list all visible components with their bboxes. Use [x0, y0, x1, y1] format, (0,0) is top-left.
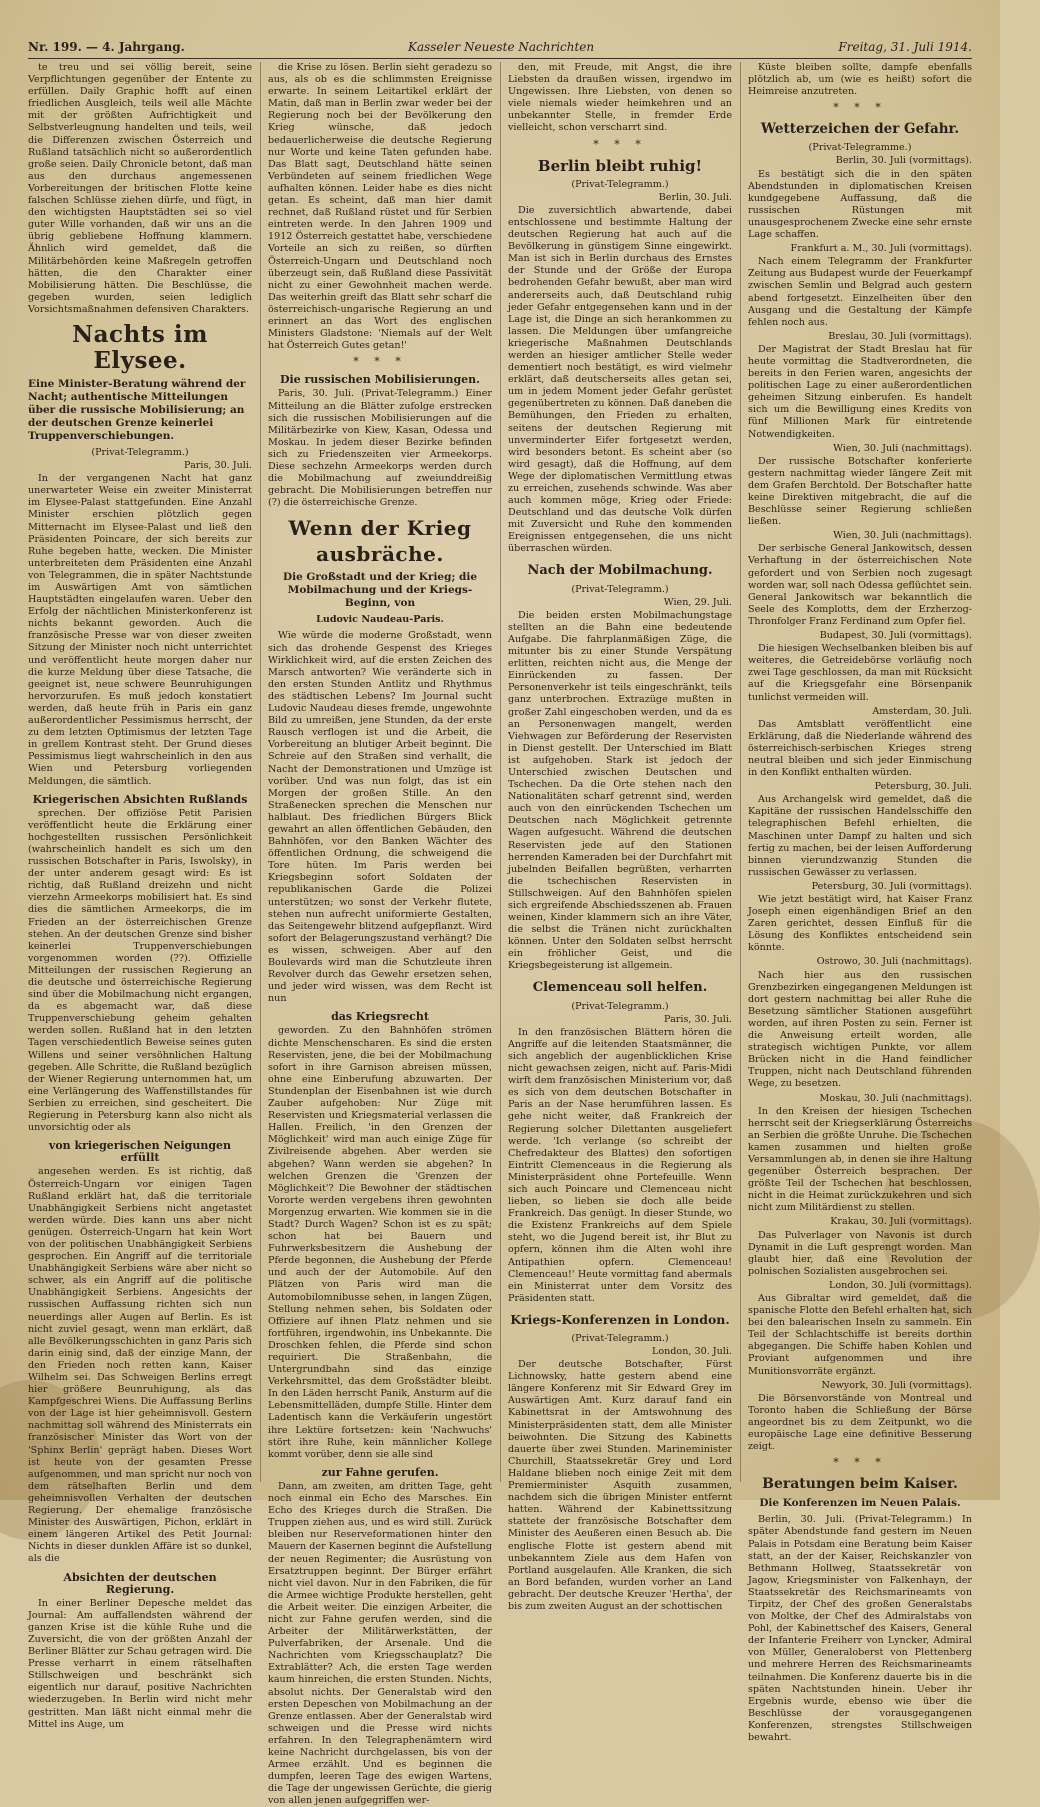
- source-line: (Privat-Telegramm.): [571, 178, 669, 190]
- article-text: Der serbische General Jankowitsch, dessen Verhaftung in der österreichischen Note gefordert und von Serbien noch zugesagt worden war, soll nach Odessa geflüchtet sein. General Jankowitsch war bekanntlich die Seele des Komplotts, dem der Erzherzog-Thronfolger Franz Ferdinand zum Opfer fiel.: [748, 543, 972, 627]
- column-1: [28, 62, 252, 1730]
- article-text: geworden. Zu den Bahnhöfen strömen dichte Menschenscharen. Es sind die ersten Reservisten, jene, die bei der Mobilmachung sofort in ihre Garnison abreisen müssen, ohne eine Einberufung abzuwarten. Der Stundenplan der Eisenbahnen ist wie durch Zauber aufgehoben: Nur Züge mit Reservisten und Kriegsmaterial verlassen die Hallen. Freilich, 'in den Grenzen der Möglichkeit' wird man auch einige Züge für Zivilreisende abgehen. Aber werden sie abgehen? Wann werden sie abgehen? In welchen Grenzen die 'Grenzen der Möglichkeit'? Die Bewohner der städtischen Vororte werden vergebens ihren gewohnten Morgenzug erwarten. Wie kommen sie in die Stadt? Durch Wagen? Schon ist es zu spät; schon hat bei Bauern und Fuhrwerksbesitzern die Aushebung der Pferde begonnen, die Aushebung der Pferde und auch der der Automobile. Auf den Plätzen von Paris wird man die Automobilomnibusse sehen, in langen Zügen, Stellung nehmen sehen, bis Soldaten oder Offiziere auf ihnen Platz nehmen und sie fortführen, irgendwohin, ins Unbekannte. Die Droschken fehlen, die Pferde sind schon requiriert. Die Straßenbahn, die Untergrundbahn sind das einzige Verkehrsmittel, das dem Großstädter bleibt. In den Läden herrscht Panik, Ansturm auf die Lebensmittelläden, dumpfe Stille. Hinter dem Ladentisch kann die Verkäuferin ungestört ihre Lektüre fortsetzen: kein 'Nachwuchs' stört ihre Ruhe, kein männlicher Kollege kommt vorüber, denn sie alle sind: [268, 1025, 492, 1460]
- issue-date: Freitag, 31. Juli 1914.: [838, 40, 972, 54]
- headline-kriegs-konferenzen: Kriegs-Konferenzen in London.: [510, 1311, 730, 1327]
- column-divider: [500, 62, 501, 1482]
- dateline: London, 30. Juli.: [651, 1346, 732, 1357]
- headline-berlin-bleibt-ruhig: Berlin bleibt ruhig!: [537, 156, 703, 175]
- dateline: Wien, 29. Juli.: [663, 596, 732, 608]
- dateline: Frankfurt a. M., 30. Juli (vormittags).: [790, 243, 972, 255]
- section-heading: Absichten der deutschen Regierung.: [63, 1570, 217, 1596]
- separator-stars: * * *: [353, 355, 407, 369]
- separator-stars: * * *: [593, 137, 647, 151]
- article-text: Küste bleiben sollte, dampfe ebenfalls plötzlich ab, um (wie es heißt) sofort die Heimreise anzutreten.: [748, 62, 972, 98]
- column-4: [748, 62, 972, 1743]
- article-text: Der Magistrat der Stadt Breslau hat für heute vormittag die Stadtverordneten, die bereits in den Ferien waren, angesichts der politischen Lage zu einer außerordentlichen geheimen Sitzung einberufen. Es handelt sich um die Bewilligung eines Kredits von fünf Millionen Mark für eintretende Notwendigkeiten.: [748, 343, 972, 440]
- article-text: Die hiesigen Wechselbanken bleiben bis auf weiteres, die Getreidebörse vorläufig noch zwei Tage geschlossen, da man mit Rücksicht auf die Kriegsgefahr eine Börsenpanik tunlichst vermeiden will.: [748, 643, 972, 703]
- headline-clemenceau: Clemenceau soll helfen.: [532, 979, 708, 995]
- article-text: Das Pulverlager von Navonis ist durch Dynamit in die Luft gesprengt worden. Man glaubt hier, daß eine Revolution der polnischen Sozialisten ausgebrochen sei.: [748, 1229, 972, 1277]
- dateline: Moskau, 30. Juli (nachmittags).: [819, 1092, 972, 1104]
- dateline: Budapest, 30. Juli (vormittags).: [819, 630, 972, 642]
- dateline: Paris, 30. Juli.: [184, 460, 252, 472]
- article-text: Aus Archangelsk wird gemeldet, daß die Kapitäne der russischen Handelsschiffe den telegraphischen Befehl erhielten, die Maschinen unter Dampf zu halten und sich fertig zu machen, bei der leisen Aufforderung binnen vierundzwanzig Stunden die russischen Gewässer zu verlassen.: [748, 794, 972, 878]
- article-text: In der vergangenen Nacht hat ganz unerwarteter Weise ein zweiter Ministerrat im Elysee-Palast stattgefunden. Eine Anzahl Minister erschien plötzlich gegen Mitternacht im Elysee-Palast und ließ den Präsidenten Poincare, der sich bereits zur Ruhe begeben hatte, wecken. Die Minister unterbreiteten dem Präsidenten eine Anzahl von Telegrammen, die in später Nachtstunde im Auswärtigen Amt von sämtlichen Hauptstädten eingelaufen waren. Ueber den Erfolg der nächtlichen Ministerkonferenz ist nichts bekannt geworden. Auch die französische Presse war von dieser zweiten Sitzung der Minister noch nicht unterrichtet und veröffentlicht heute morgen daher nur die kurze Meldung über diese Tatsache, die geeignet ist, neue schwere Beunruhigungen hervorzurufen. Es muß jedoch konstatiert werden, daß heute früh in Paris ein ganz außerordentlicher Pessimismus herrscht, der zu dem letzten Optimismus der letzten Tage in grellem Kontrast steht. Der Grund dieses Pessimismus liegt wahrscheinlich in den aus Wien und Petersburg vorliegenden Meldungen, die sämtlich.: [28, 473, 252, 787]
- paper-name: Kasseler Neueste Nachrichten: [408, 40, 595, 54]
- masthead: [28, 38, 972, 59]
- article-text: In den Kreisen der hiesigen Tschechen herrscht seit der Kriegserklärung Österreichs an Serbien die größte Unruhe. Die Tschechen kamen zusammen und hielten große Versammlungen ab, in denen sie ihre Haltung gegenüber Österreich besprachen. Der größte Teil der Tschechen hat beschlossen, nicht in die Heimat zurückzukehren und sich nicht zum Militärdienst zu stellen.: [748, 1105, 972, 1214]
- article-text: sprechen. Der offiziöse Petit Parisien veröffentlicht heute die Erklärung einer hochgestellten russischen Persönlichkeit (wahrscheinlich handelt es sich um den russischen Botschafter in Paris, Iswolsky), in der unter anderem gesagt wird: Es ist richtig, daß Rußland dreizehn und nicht vierzehn Armeekorps mobilisiert hat. Es sind dies die sämtlichen Armeekorps, die im Frieden an der österreichischen Grenze stehen. An der deutschen Grenze sind bisher keinerlei Truppenverschiebungen vorgenommen worden (??). Offizielle Mitteilungen der russischen Regierung an die deutsche und österreichische Regierung sind über die Mobilmachung nicht ergangen, da es abgemacht war, daß diese Truppenverschiebung geheim gehalten werden sollen. Rußland hat in den letzten Tagen verschiedentlich Beweise seines guten Willens und seiner versöhnlichen Haltung gegeben. Alle Schritte, die Rußland bezüglich der Wiener Regierung unternommen hat, um eine Verlängerung des Waffenstillstandes für Serbien zu erreichen, sind gescheitert. Die Regierung in Petersburg kann also nicht als unvorsichtig oder als: [28, 807, 252, 1134]
- article-text: Wie jetzt bestätigt wird, hat Kaiser Franz Joseph einen eigenhändigen Brief an den Zaren gerichtet, dessen Einfluß für die Lösung des Konfliktes entscheidend sein könnte.: [748, 894, 972, 954]
- column-2: [268, 62, 492, 1807]
- article-text: Wie würde die moderne Großstadt, wenn sich das drohende Gespenst des Krieges Wirklichkeit wird, auf die ersten Zeichen des Marsch antworten? Wie veränderte sich in den ersten Stunden Antlitz und Rhythmus des städtischen Lebens? Im Journal sucht Ludovic Naudeau dieses fremde, ungewohnte Bild zu umreißen, jene Stunden, da der erste Rausch verflogen ist und die Arbeit, die Vorbereitung an blutiger Arbeit beginnt. Die Schreie auf den Straßen sind verhallt, die Nacht der Demonstrationen und Umzüge ist vorüber. Und was nun folgt, das ist ein Morgen der großen Stille. An den Straßenecken sprechen die Menschen nur halblaut. Des friedlichen Bürgers Blick gewahrt an allen öffentlichen Gebäuden, den Bahnhöfen, vor den Banken Wächter des öffentlichen Ordnung, die schweigend die Tore hüten. Im Paris werden bei Kriegsbeginn sofort Soldaten der republikanischen Garde die Polizei unterstützen; wo sonst der Verkehr flutete, stehen nun aufrecht uniformierte Gestalten, das Seitengewehr blitzend aufgepflanzt. Wird sofort der Belagerungszustand verhängt? Die es wissen, schweigen. Aber auf den Boulevards wird man die Schutzleute ihren Revolver durch das Gewehr ersetzen sehen, und jeder wird wissen, was dem Recht ist nun: [268, 630, 492, 1005]
- dateline: Ostrowo, 30. Juli (nachmittags).: [816, 956, 972, 968]
- source-line: (Privat-Telegramm.): [571, 583, 669, 595]
- column-divider: [740, 62, 741, 1482]
- section-heading: Die russischen Mobilisierungen.: [279, 373, 481, 387]
- separator-stars: * * *: [833, 101, 887, 115]
- dateline: Berlin, 30. Juli (vormittags).: [835, 155, 972, 167]
- source-line: (Privat-Telegramm.): [571, 1332, 669, 1344]
- dateline: Amsterdam, 30. Juli.: [872, 705, 972, 717]
- section-heading: von kriegerischen Neigungen erfüllt: [48, 1139, 232, 1165]
- dateline: Paris, 30. Juli.: [664, 1013, 732, 1025]
- dateline: Berlin, 30. Juli.: [658, 191, 732, 203]
- column-3: [508, 62, 732, 1612]
- article-text: Berlin, 30. Juli. (Privat-Telegramm.) In später Abendstunde fand gestern im Neuen Palais in Potsdam eine Beratung beim Kaiser statt, an der der Kaiser, Reichskanzler von Bethmann Hollweg, Staatssekretär von Jagow, Kriegsminister von Falkenhayn, der Staatssekretär des Reichsmarineamts von Tirpitz, der Chef des großen Generalstabs von Moltke, der Chef des Admiralstabs von Pohl, der Kabinettschef des Kaisers, General der Infanterie Freiherr von Lyncker, Admiral von Müller, Generaloberst von Plettenberg und mehrere Herren des Reichsmarineamts teilnahmen. Die Konferenz dauerte bis in die späten Nachtstunden hinein. Ueber ihr Ergebnis wurde, ebenso wie über die Beschlüsse der vorausgegangenen Konferenzen, strengstes Stillschweigen bewahrt.: [748, 1514, 972, 1743]
- article-text: In einer Berliner Depesche meldet das Journal: Am auffallendsten während der ganzen Krise ist die kühle Ruhe und die Zuversicht, die von der größten Anzahl der Berliner Blätter zur Schau getragen wird. Die Presse verharrt in einem rätselhaften Stillschweigen und beschränkt sich eigentlich nur darauf, positive Nachrichten wiederzugeben. In Berlin wird nicht mehr gestritten. Man läßt nicht einmal mehr die Mittel ins Auge, um: [28, 1597, 252, 1730]
- source-line: (Privat-Telegramm.): [571, 1000, 669, 1012]
- headline-beratungen-beim-kaiser: Beratungen beim Kaiser.: [762, 1476, 958, 1493]
- article-text: Dann, am zweiten, am dritten Tage, geht noch einmal ein Echo des Marsches. Ein Echo des Krieges durch die Straßen. Die Truppen ziehen aus, und es wird still. Zurück bleiben nur Reserveformationen hinter den Mauern der Kasernen beginnt die Aufstellung der neuen Regimenter; die Ausrüstung von Ersatztruppen beginnt. Der Bürger erfährt nicht viel davon. Nur in den Fabriken, die für die Armee wichtige Produkte herstellen, geht die Arbeit weiter. Die einzigen Arbeiter, die nicht zur Fahne gerufen werden, sind die Arbeiter der Militärwerkstätten, der Pulverfabriken, der Arsenale. Und die Nachrichten vom Kriegsschauplatz? Die Extrablätter? Ach, die ersten Tage werden kaum hinreichen, die ersten Stunden. Nichts, absolut nichts. Der Generalstab wird den ersten Depeschen von Mobilmachung an der Grenze entlassen. Aber der Generalstab wird schweigen und die Presse wird nichts erfahren. In den Telegraphenämtern wird keine Nachricht durchgelassen, bis von der Armee erzählt. Und es beginnen die dumpfen, leeren Tage des ewigen Wartens, die Tage der ungewissen Gerüchte, die gierig von allen jenen aufgegriffen wer-: [268, 1480, 492, 1807]
- dateline: London, 30. Juli (vormittags).: [828, 1279, 972, 1291]
- separator-stars: * * *: [833, 1456, 887, 1470]
- dateline: Wien, 30. Juli (nachmittags).: [833, 530, 972, 542]
- article-text: Die Börsenvorstände von Montreal und Toronto haben die Schließung der Börse angeordnet bis zu dem Zeitpunkt, wo die europäische Lage eine definitive Besserung zeigt.: [748, 1392, 972, 1453]
- dateline: Newyork, 30. Juli (vormittags).: [821, 1379, 972, 1391]
- dateline: Wien, 30. Juli (nachmittags).: [833, 442, 972, 454]
- article-text: Nach einem Telegramm der Frankfurter Zeitung aus Budapest wurde der Feuerkampf zwischen Semlin und Belgrad auch gestern abend fortgesetzt. Einzelheiten über den Ausgang und die Gestaltung der Kämpfe fehlen noch aus.: [748, 256, 972, 328]
- article-text: Es bestätigt sich die in den späten Abendstunden in diplomatischen Kreisen kundgegebene Auffassung, daß die russischen Rüstungen mit unausgesprochenem Zwecke eine sehr ernste Lage schaffen.: [748, 168, 972, 241]
- issue-number: Nr. 199. — 4. Jahrgang.: [28, 40, 185, 54]
- subheadline: Eine Minister-Beratung während der Nacht; authentische Mitteilungen über die russische Mobilisierung; an der deutschen Grenze keinerlei Truppenverschiebungen.: [28, 377, 246, 442]
- dateline: Petersburg, 30. Juli (vormittags).: [811, 880, 972, 892]
- author-byline: Ludovic Naudeau-Paris.: [316, 614, 444, 626]
- subheadline: Die Konferenzen im Neuen Palais.: [759, 1497, 961, 1510]
- article-text: te treu und sei völlig bereit, seine Verpflichtungen gegenüber der Entente zu erfüllen. Daily Graphic hofft auf einen friedlichen Ausgleich, teils weil alle Mächte mit der größten Aufrichtigkeit und Selbstverleugnung handelten und teils, weil die Differenzen zwischen Österreich und Rußland tatsächlich nicht so außerordentlich große seien. Daily Chronicle betont, daß man aus den durchaus angemessenen Vorbereitungen der britischen Flotte keine falschen Schlüsse ziehen dürfe, und fügt, in den wichtigsten Hauptstädten sei so viel guter Wille vorhanden, daß wir uns an die übrig gebliebene Hoffnung klammern. Ähnlich wird gemeldet, daß die Militärbehörden keine Maßregeln getroffen hätten, die den Charakter einer Mobilisierung hätten. Die Beschlüsse, die gegeben wurden, seien lediglich Vorsichtsmaßnahmen defensiven Charakters.: [28, 62, 252, 315]
- source-line: (Privat-Telegramme.): [808, 142, 912, 154]
- dateline: Krakau, 30. Juli (vormittags).: [830, 1216, 972, 1228]
- article-text: Paris, 30. Juli. (Privat-Telegramm.) Einer Mitteilung an die Blätter zufolge erstrecken sich die russischen Mobilisierungen auf die Militärbezirke von Kiew, Kasan, Odessa und Moskau. In jedem dieser Bezirke befinden sich zu Friedenszeiten vier Armeekorps. Diese sechzehn Armeekorps werden durch die Mobilmachung auf zweiunddreißig gebracht. Die Mobilisierungen betreffen nur (?) die österreichische Grenze.: [268, 388, 492, 509]
- article-text: Die beiden ersten Mobilmachungstage stellten an die Bahn eine bedeutende Aufgabe. Die fahrplanmäßigen Züge, die mitunter bis zu einer Stunde Verspätung erlitten, reichten nicht aus, die Menge der Einrückenden zu fassen. Der Personenverkehr ist teils eingeschränkt, teils ganz unterbrochen. Extrazüge mußten in großer Zahl eingeschoben werden, und da es an Personenwagen mangelt, werden Viehwagen zur Beförderung der Reservisten in Dienst gestellt. Der Unterschied im Blatt ist aufgehoben. Stark ist jedoch der Unterschied zwischen Deutschen und Tschechen. Da die Orte stehen nach den Nationalitäten scharf getrennt sind, werden auch von den einrückenden Tschechen um Deutschen nach Möglichkeit getrennte Wagen aufgesucht. Während die deutschen Reservisten jede auf den Stationen herrenden Kameraden bei der Durchfahrt mit jubelnden Beifallen begrüßten, verharrten die tschechischen Reservisten in Stillschweigen. Auf den Bahnhöfen spielen sich ergreifende Abschiedsszenen ab. Frauen weinen, Kinder klammern sich an ihre Väter, die selbst die Tränen nicht zurückhalten können. Unter den Soldaten selbst herrscht ein fröhlicher Geist, und die Kriegsbegeisterung ist allgemein.: [508, 609, 732, 972]
- column-divider: [260, 62, 261, 1482]
- article-text: In den französischen Blättern hören die Angriffe auf die leitenden Staatsmänner, die sich angeblich der augenblicklichen Krise nicht gewachsen zeigen, nicht auf. Paris-Midi wirft dem französischen Ministerium vor, daß es sich von dem deutschen Botschafter in Paris an der Nase herumführen lassen. Es gehe nicht weiter, daß Frankreich der Regierung solcher Dilettanten ausgeliefert werde. 'Ich verlange (so schreibt der Chefredakteur des Blattes) den sofortigen Eintritt Clemenceaus in die Regierung als Ministerpräsident ohne Portefeuille. Wenn sich auch Poincare und Clemenceau nicht lieben, so lieben sie doch alle beide Frankreich. Das genügt. In dieser Stunde, wo die Existenz Frankreichs auf dem Spiele steht, wo die Jugend bereit ist, ihr Blut zu opfern, können ihm die Alten wohl ihre Antipathien opfern. Clemenceau! Clemenceau!' Heute vormittag fand abermals ein Ministerrat unter dem Vorsitz des Präsidenten statt.: [508, 1026, 732, 1304]
- dateline: Petersburg, 30. Juli.: [874, 781, 972, 793]
- subheadline: Die Großstadt und der Krieg; die Mobilmachung und der Kriegs-Beginn, von: [282, 571, 477, 610]
- section-heading: zur Fahne gerufen.: [321, 1465, 439, 1479]
- article-text: Der deutsche Botschafter, Fürst Lichnowsky, hatte gestern abend eine längere Konferenz mit Sir Edward Grey im Auswärtigen Amt. Kurz darauf fand ein Kabinettsrat in der Amtswohnung des Ministerpräsidenten statt, dem alle Minister beiwohnten. Die Sitzung des Kabinetts dauerte über zwei Stunden. Marineminister Churchill, Staatssekretär Grey und Lord Haldane blieben noch einige Zeit mit dem Premierminister Asquith zusammen, nachdem sich die übrigen Minister entfernt hatten. Während der Kabinettssitzung stattete der französische Botschafter dem Minister des Aeußeren einen Besuch ab. Die englische Flotte ist gestern abend mit unbekanntem Ziele aus dem Hafen von Portland ausgelaufen. Alle Kranken, die sich an Bord befanden, wurden vorher an Land gebracht. Der deutsche Kreuzer 'Hertha', der bis zum zweiten August an der schottischen: [508, 1359, 732, 1612]
- section-heading: das Kriegsrecht: [331, 1010, 429, 1024]
- dateline: Breslau, 30. Juli (vormittags).: [828, 330, 972, 342]
- article-text: die Krise zu lösen. Berlin sieht geradezu so aus, als ob es die schlimmsten Ereignisse erwarte. In seinem Leitartikel erklärt der Matin, daß man in Berlin zwar weder bei der Regierung noch bei der Bevölkerung den Krieg wünsche, daß jedoch bedauerlicherweise die deutsche Regierung nur Worte und keine Taten gefunden habe. Das Blatt sagt, Deutschland hätte seinen Verbündeten auf seinem friedlichen Wege aufhalten können. Leider habe es dies nicht getan. Es scheint, daß man hier damit rechnet, daß Rußland rüstet und für Serbien eintreten werde. In den Jahren 1909 und 1912 Österreich gestattet habe, verschiedene Vorteile an sich zu reißen, so dürften Österreich-Ungarn und Deutschland noch überzeugt sein, daß Rußland diese Passivität nicht zu einer Gewohnheit machen werde. Das weiterhin greift das Blatt sehr scharf die österreichisch-ungarische Regierung an und erinnert an das Wort des englischen Ministers Gladstone: 'Niemals auf der Welt hat Österreich Gutes getan!': [268, 62, 492, 352]
- article-text: Aus Gibraltar wird gemeldet, daß die spanische Flotte den Befehl erhalten hat, sich bei den balearischen Inseln zu sammeln. Ein Teil der Schlachtschiffe ist bereits dorthin abgegangen. Die Schiffe haben Kohlen und Proviant aufgenommen und ihre Munitionsvorräte ergänzt.: [748, 1293, 972, 1377]
- source-line: (Privat-Telegramm.): [91, 446, 189, 458]
- headline-nachts-im-elysee: Nachts im Elysee.: [72, 320, 208, 374]
- headline-wenn-der-krieg: Wenn der Krieg ausbräche.: [288, 516, 472, 567]
- article-text: Die zuversichtlich abwartende, dabei entschlossene und bestimmte Haltung der deutschen Regierung hat auch auf die Bevölkerung in günstigem Sinne eingewirkt. Man ist sich in Berlin durchaus des Ernstes der Stunde und der Größe der Europa bedrohenden Gefahr bewußt, aber man wird andererseits auch, daß Deutschland ruhig jeder Gefahr entgegensehen kann und in der Lage ist, die Dinge an sich herankommen zu lassen. Die Meldungen über umfangreiche kriegerische Maßnahmen Deutschlands werden an hiesiger amtlicher Stelle weder dementiert noch bestätigt, es wird vielmehr erklärt, daß deutscherseits alles getan sei, um in jedem Moment jeder Gefahr gerüstet gegenübertreten zu können. Daß daneben die Bemühungen, den Frieden zu erhalten, seitens der deutschen Regierung mit unverminderter Eifer fortgesetzt werden, wird besonders betont. Es scheint aber (so wird gesagt), daß die Hoffnung, auf dem Wege der diplomatischen Vermittlung etwas zu erreichen, zusehends schwinde. Was aber auch kommen möge, Krieg oder Friede: Deutschland und das deutsche Volk dürfen mit Zuversicht und Ruhe den kommenden Ereignissen entgegensehen, die uns nicht überraschen würden.: [508, 204, 732, 555]
- headline-wetterzeichen: Wetterzeichen der Gefahr.: [760, 121, 960, 138]
- article-text: Das Amtsblatt veröffentlicht eine Erklärung, daß die Niederlande während des österreichisch-serbischen Krieges streng neutral bleiben und sich jeder Einmischung in den Konflikt enthalten würden.: [748, 718, 972, 779]
- article-text: den, mit Freude, mit Angst, die ihre Liebsten da draußen wissen, irgendwo im Ungewissen. Ihre Liebsten, von denen so viele niemals wieder heimkehren und an unbekannter Stelle, in fremder Erde vielleicht, schon verscharrt sind.: [508, 62, 732, 134]
- headline-nach-der-mobilmachung: Nach der Mobilmachung.: [527, 562, 713, 578]
- article-text: Der russische Botschafter konferierte gestern nachmittag wieder längere Zeit mit dem Grafen Berchtold. Der Botschafter hatte keine Direktiven mitgebracht, die auf die Beschlüsse seiner Regierung schließen ließen.: [748, 455, 972, 528]
- section-heading: Kriegerischen Absichten Rußlands: [32, 792, 248, 806]
- article-text: Nach hier aus den russischen Grenzbezirken eingegangenen Meldungen ist dort gestern nachmittag bei aller Ruhe die Besetzung sämtlicher Stationen ausgeführt worden, auf ihren Posten zu sein. Ferner ist die Anweisung erteilt worden, alle strategisch wichtigen Punkte, vor allem Brücken nicht in die Hand feindlicher Truppen, nicht nach Deutschland führenden Wege, zu besetzen.: [748, 969, 972, 1090]
- article-text: angesehen werden. Es ist richtig, daß Österreich-Ungarn vor einigen Tagen Rußland erklärt hat, daß die territoriale Unabhängigkeit Serbiens nicht angetastet werden würde. Dies kann uns aber nicht genügen. Österreich-Ungarn hat kein Wort von der politischen Unabhängigkeit Serbiens gesprochen. Ein Angriff auf die territoriale Unabhängigkeit Serbiens wäre aber nicht so schwer, als ein Angriff auf die politische Unabhängigkeit Serbiens. Angesichts der russischen Auffassung richten sich nun neuerdings aller Augen auf Berlin. Es ist nicht zuviel gesagt, wenn man erklärt, daß alle Bevölkerungsschichten in ganz Paris sich darin einig sind, daß der einzige Mann, der den Frieden noch retten kann, Kaiser Wilhelm sei. Das Schweigen Berlins erregt hier größere Beunruhigung, als das Kampfgeschrei Wiens. Die Auffassung Berlins von der Lage ist hier geheimnisvoll. Gestern nachmittag soll während des Ministerrats ein französischer Minister das Wort von der 'Sphinx Berlin' geprägt haben. Dieses Wort ist heute von der gesamten Presse aufgenommen, und man spricht nur noch von dem rätselhaften Berlin und dem geheimnisvollen Verhalten der deutschen Regierung. Der ehemalige französische Minister des Auswärtigen, Pichon, erklärt in einem längeren Artikel des Petit Journal: Nichts in dieser dunklen Affäre ist so dunkel, als die: [28, 1166, 252, 1565]
